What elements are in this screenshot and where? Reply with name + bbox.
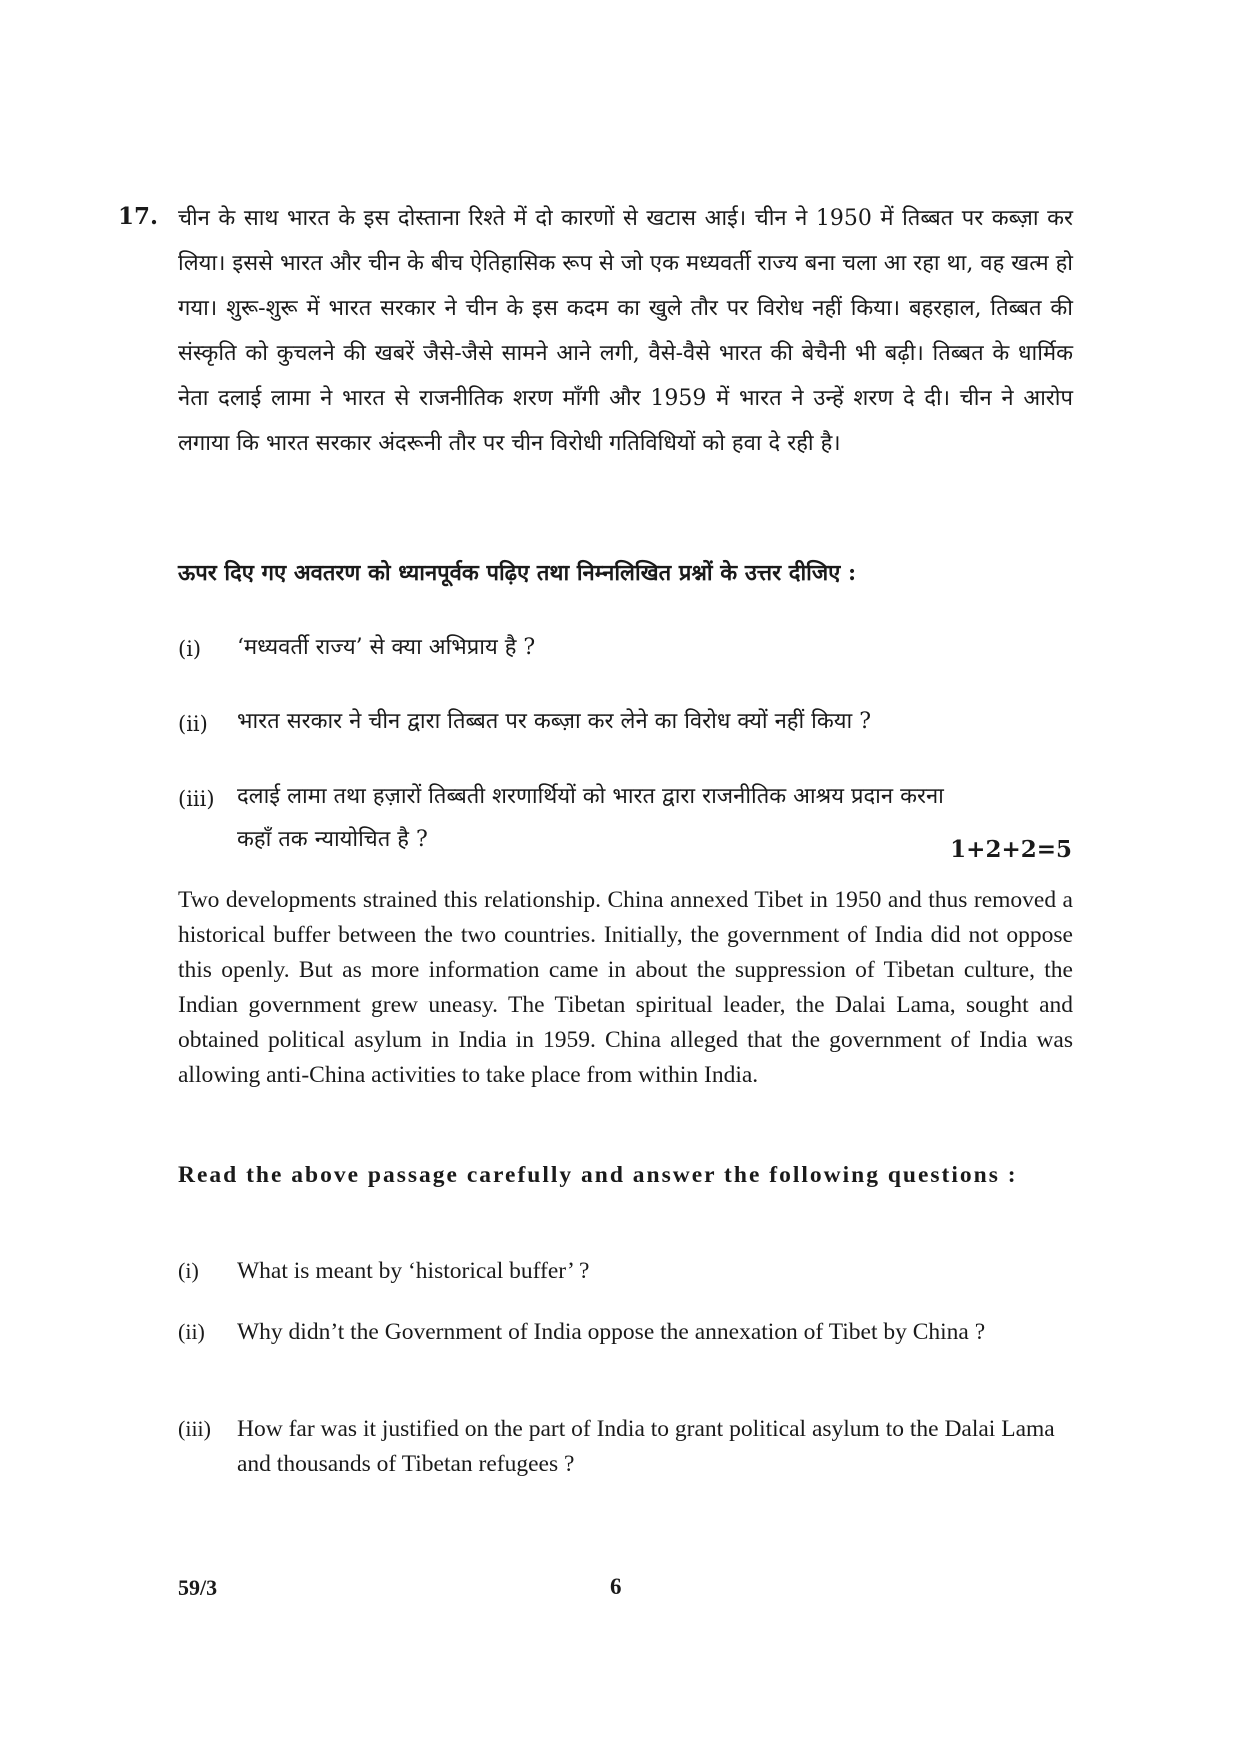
question-number: 17.	[118, 203, 159, 230]
hindi-passage: चीन के साथ भारत के इस दोस्ताना रिश्ते में दो कारणों से खटास आई। चीन ने 1950 में तिब्बत पर कब्ज़ा कर लिया। इससे भारत और चीन के बीच ऐतिहासिक रूप से जो एक मध्यवर्ती राज्य बना चला आ रहा था, वह खत्म हो गया। शुरू-शुरू में भारत सरकार ने चीन के इस कदम का खुले तौर पर विरोध नहीं किया। बहरहाल, तिब्बत की संस्कृति को कुचलने की खबरें जैसे-जैसे सामने आने लगी, वैसे-वैसे भारत की बेचैनी भी बढ़ी। तिब्बत के धार्मिक नेता दलाई लामा ने भारत से राजनीतिक शरण माँगी और 1959 में भारत ने उन्हें शरण दे दी। चीन ने आरोप लगाया कि भारत सरकार अंदरूनी तौर पर चीन विरोधी गतिविधियों को हवा दे रही है।	[178, 206, 1073, 456]
subquestion-number: (i)	[178, 637, 202, 661]
subquestion-text: Why didn’t the Government of India oppose the annexation of Tibet by China ?	[237, 1319, 986, 1345]
subquestion-number: (ii)	[178, 712, 208, 736]
subquestion-text: ‘मध्यवर्ती राज्य’ से क्या अभिप्राय है ?	[237, 635, 536, 660]
english-passage: Two developments strained this relationship. China annexed Tibet in 1950 and thus removed a historical buffer between the two countries. Initially, the government of India did not oppose this openly. But as more information came in about the suppression of Tibetan culture, the Indian government grew uneasy. The Tibetan spiritual leader, the Dalai Lama, sought and obtained political asylum in India in 1959. China alleged that the government of India was allowing anti-China activities to take place from within India.	[178, 887, 1073, 1088]
subquestion-number: (iii)	[178, 787, 215, 811]
english-instruction: Read the above passage carefully and answer the following questions :	[178, 1162, 1018, 1188]
subquestion-number: (i)	[178, 1258, 199, 1283]
paper-code: 59/3	[178, 1575, 218, 1600]
subquestion-text: भारत सरकार ने चीन द्वारा तिब्बत पर कब्ज़ा कर लेने का विरोध क्यों नहीं किया ?	[237, 709, 872, 734]
subquestion-text: What is meant by ‘historical buffer’ ?	[237, 1258, 590, 1284]
subquestion-text: How far was it justified on the part of India to grant political asylum to the Dalai Lama and thousands of Tibetan refugees ?	[237, 1416, 1055, 1477]
subquestion-text-line1: दलाई लामा तथा हज़ारों तिब्बती शरणार्थियों को भारत द्वारा राजनीतिक आश्रय प्रदान करना	[237, 784, 944, 809]
subquestion-number: (iii)	[178, 1416, 211, 1441]
marks-allocation: 1+2+2=5	[950, 836, 1072, 863]
hindi-instruction: ऊपर दिए गए अवतरण को ध्यानपूर्वक पढ़िए तथा निम्नलिखित प्रश्नों के उत्तर दीजिए :	[178, 560, 857, 586]
subquestion-number: (ii)	[178, 1319, 205, 1344]
page-number: 6	[610, 1574, 622, 1599]
subquestion-text-line2: कहाँ तक न्यायोचित है ?	[237, 827, 428, 852]
